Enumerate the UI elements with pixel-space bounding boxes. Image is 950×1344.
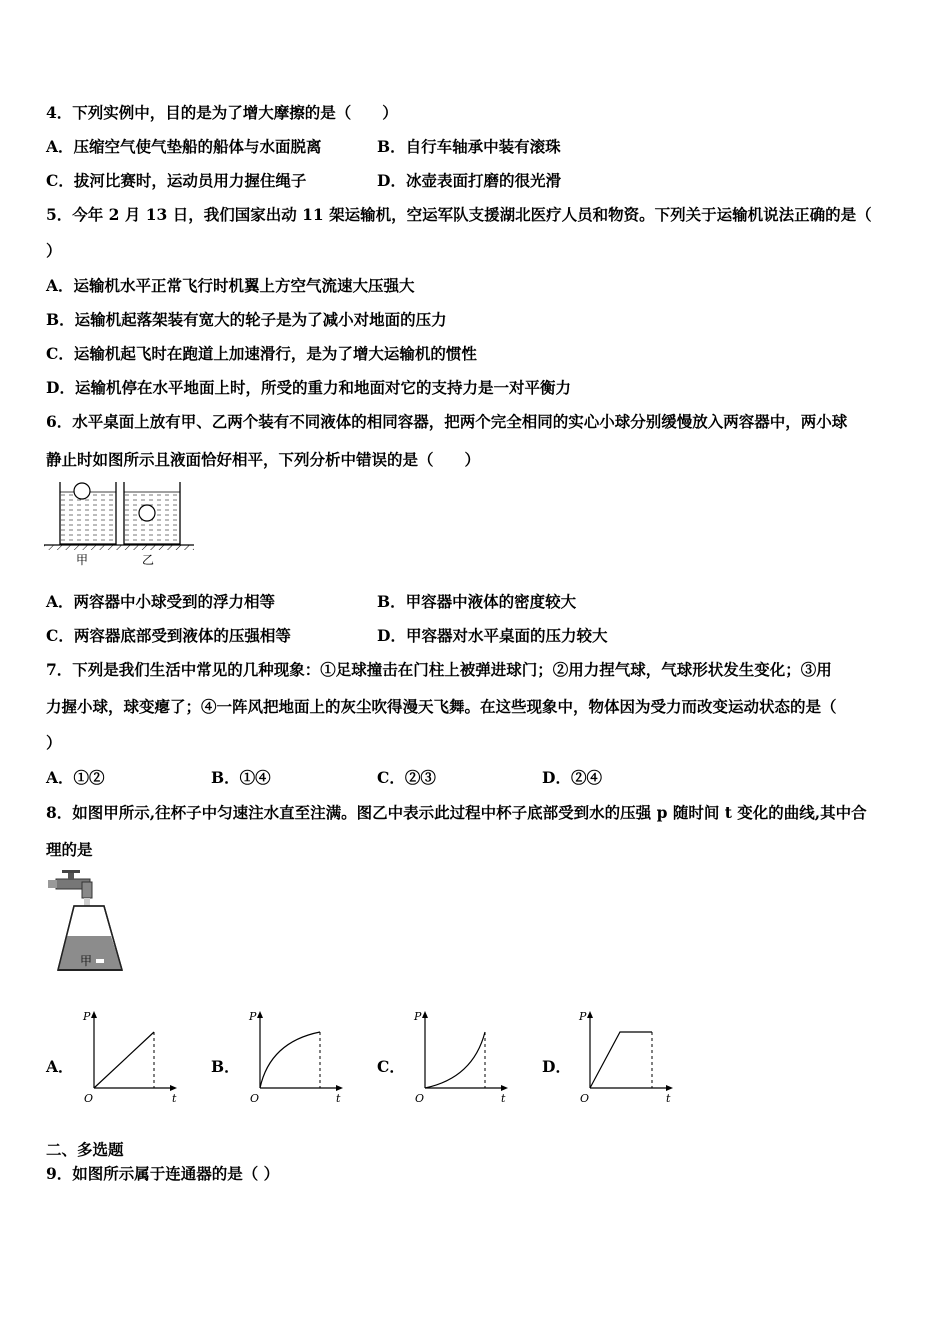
q7-option-c: C．②③ [377, 768, 436, 787]
graph-a-axis-p: P [83, 1010, 91, 1023]
q9-stem: 9．如图所示属于连通器的是（ ） [46, 1164, 280, 1183]
graph-b-axis-p: P [249, 1010, 257, 1023]
q5-option-c: C．运输机起飞时在跑道上加速滑行，是为了增大运输机的惯性 [46, 344, 477, 363]
graph-d-curve [590, 1032, 652, 1088]
q8-graph-b [246, 1010, 346, 1105]
q7-option-b: B．①④ [211, 768, 271, 787]
q8-faucet-cup-figure [46, 868, 136, 978]
graph-c-curve [425, 1032, 485, 1088]
graph-c-axis-p: P [414, 1010, 422, 1023]
graph-b-origin: O [250, 1092, 260, 1105]
q7-stem-end: ） [46, 733, 62, 752]
q8-graph-d [576, 1010, 676, 1105]
q6-stem: 6．水平桌面上放有甲、乙两个装有不同液体的相同容器，把两个完全相同的实心小球分别缓慢放入两容器中，两小球 [46, 412, 848, 431]
container-jia [60, 482, 116, 544]
q7-option-d: D．②④ [542, 768, 602, 787]
q4-option-c: C．拔河比赛时，运动员用力握住绳子 [46, 171, 307, 190]
q4-option-a: A．压缩空气使气垫船的船体与水面脱离 [46, 137, 322, 156]
q8-graph-a [80, 1010, 180, 1105]
q4-option-d: D．冰壶表面打磨的很光滑 [377, 171, 561, 190]
q8-option-b-label: B． [211, 1057, 240, 1076]
q5-option-d: D．运输机停在水平地面上时，所受的重力和地面对它的支持力是一对平衡力 [46, 378, 571, 397]
graph-b-axis-t: t [336, 1092, 341, 1105]
cup-label: 甲 [80, 954, 93, 968]
label-yi: 乙 [142, 553, 155, 567]
q6-option-d: D．甲容器对水平桌面的压力较大 [377, 626, 608, 645]
graph-a-curve [94, 1032, 154, 1088]
q6-containers-figure [44, 478, 194, 570]
q8-stem-cont: 理的是 [46, 840, 93, 859]
q8-option-d-label: D． [542, 1057, 571, 1076]
ball-yi [139, 505, 155, 521]
graph-a-axis-t: t [172, 1092, 177, 1105]
q4-option-b: B．自行车轴承中装有滚珠 [377, 137, 561, 156]
label-jia: 甲 [76, 553, 89, 567]
graph-d-origin: O [580, 1092, 590, 1105]
q6-stem-cont: 静止时如图所示且液面恰好相平，下列分析中错误的是（ ） [46, 450, 481, 469]
ball-jia [74, 483, 90, 499]
graph-d-axis-p: P [579, 1010, 587, 1023]
q5-stem-cont: ） [46, 241, 62, 260]
q7-stem: 7．下列是我们生活中常见的几种现象：①足球撞击在门柱上被弹进球门；②用力捏气球，气球形状发生变化；③用 [46, 660, 832, 679]
q5-stem: 5．今年 2 月 13 日，我们国家出动 11 架运输机，空运军队支援湖北医疗人员和物资。下列关于运输机说法正确的是（ [46, 205, 872, 224]
q7-stem-cont: 力握小球，球变瘪了；④一阵风把地面上的灰尘吹得漫天飞舞。在这些现象中，物体因为受力而改变运动状态的是（ [46, 697, 837, 716]
q8-option-a-label: A． [46, 1057, 74, 1076]
q6-option-a: A．两容器中小球受到的浮力相等 [46, 592, 276, 611]
q7-option-a: A．①② [46, 768, 105, 787]
section-heading-multiple-choice: 二、多选题 [46, 1140, 124, 1159]
q5-option-b: B．运输机起落架装有宽大的轮子是为了减小对地面的压力 [46, 310, 447, 329]
graph-b-curve [260, 1032, 320, 1088]
q8-graph-c [411, 1010, 511, 1105]
q4-stem: 4．下列实例中，目的是为了增大摩擦的是（ ） [46, 103, 398, 122]
q5-option-a: A．运输机水平正常飞行时机翼上方空气流速大压强大 [46, 276, 415, 295]
graph-c-origin: O [415, 1092, 425, 1105]
graph-d-axis-t: t [666, 1092, 671, 1105]
q8-option-c-label: C． [377, 1057, 405, 1076]
q8-stem: 8．如图甲所示,往杯子中匀速注水直至注满。图乙中表示此过程中杯子底部受到水的压强 p 随时间 t 变化的曲线,其中合 [46, 803, 867, 822]
q6-option-b: B．甲容器中液体的密度较大 [377, 592, 577, 611]
container-yi [124, 482, 180, 544]
graph-a-origin: O [84, 1092, 94, 1105]
q6-option-c: C．两容器底部受到液体的压强相等 [46, 626, 291, 645]
graph-c-axis-t: t [501, 1092, 506, 1105]
